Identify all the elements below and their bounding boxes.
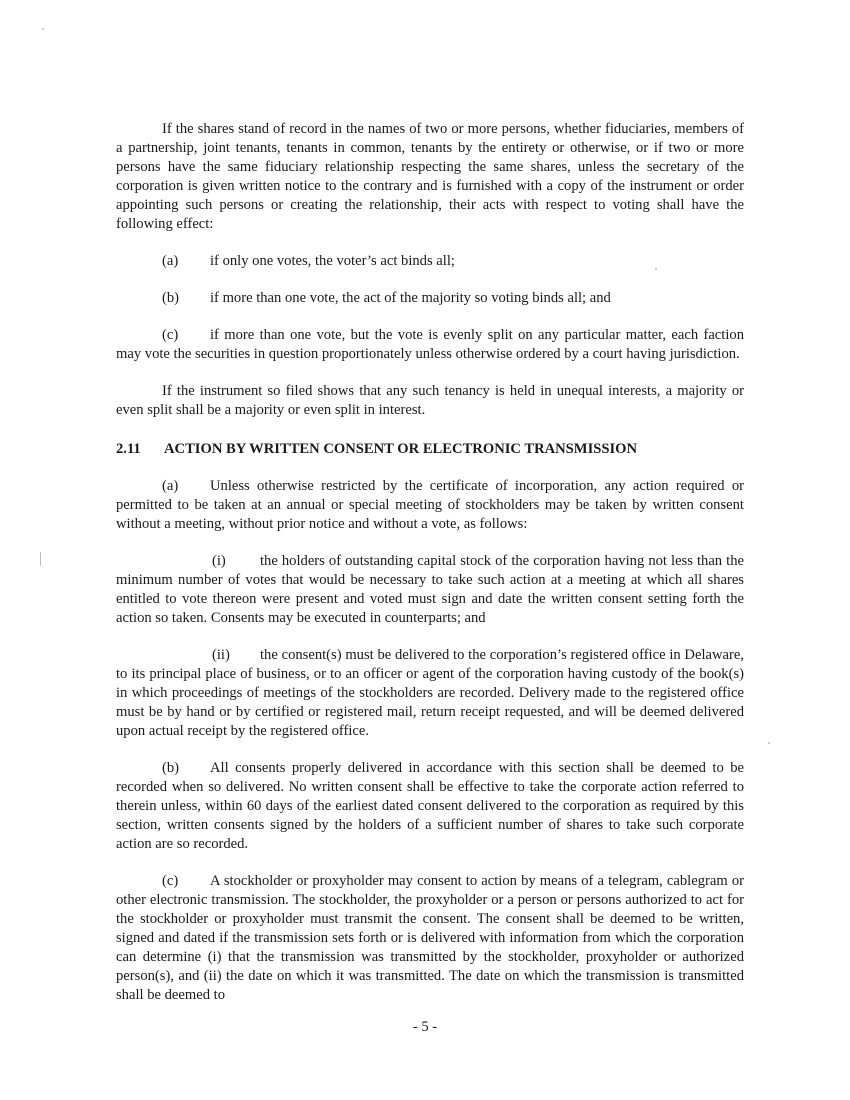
section-heading xyxy=(116,440,744,459)
clause-a-label: (a) xyxy=(162,253,179,269)
document-body xyxy=(116,120,744,1005)
consent-a xyxy=(116,477,744,534)
consent-i-text: the holders of outstanding capital stock of the corporation having not less than the minimum number of votes that would be necessary to take such action at a meeting at which all shares entitled to vote thereon were present and voted must sign and date the written consent setting forth the action so taken. Consents may be executed in counterparts; and xyxy=(116,553,744,626)
clause-b-text: if more than one vote, the act of the majority so voting binds all; and xyxy=(210,290,611,306)
scan-speck xyxy=(768,742,770,744)
scan-speck xyxy=(42,28,44,30)
consent-b-label: (b) xyxy=(162,760,180,776)
scan-speck xyxy=(40,552,41,566)
intro-paragraph: If the shares stand of record in the names of two or more persons, whether fiduciaries, members of a partnership, joint tenants, tenants in common, tenants by the entirety or otherwise, or if two or more persons have the same fiduciary relationship respecting the same shares, unless the secretary of the corporation is given written notice to the contrary and is furnished with a copy of the instrument or order appointing such persons or creating the relationship, their acts with respect to voting shall have the following effect: xyxy=(116,121,744,232)
consent-c-label: (c) xyxy=(162,873,179,889)
consent-i-label: (i) xyxy=(212,553,226,569)
section-title: ACTION BY WRITTEN CONSENT OR ELECTRONIC TRANSMISSION xyxy=(164,441,638,457)
consent-a-text: Unless otherwise restricted by the certificate of incorporation, any action required or permitted to be taken at an annual or special meeting of stockholders may be taken by written consent without a meeting, without prior notice and without a vote, as follows: xyxy=(116,478,744,532)
clause-b-label: (b) xyxy=(162,290,180,306)
consent-ii-label: (ii) xyxy=(212,647,230,663)
consent-a-label: (a) xyxy=(162,478,179,494)
consent-ii-text: the consent(s) must be delivered to the corporation’s registered office in Delaware, to its principal place of business, or to an officer or agent of the corporation having custody of the book(s) in which proceedings of meetings of the stockholders are recorded. Delivery made to the registered office must be by hand or by certified or registered mail, return receipt requested, and will be deemed delivered upon actual receipt by the registered office. xyxy=(116,647,744,739)
page-number: - 5 - xyxy=(412,1019,438,1035)
unequal-interest-paragraph: If the instrument so filed shows that any such tenancy is held in unequal interests, a majority or even split shall be a majority or even split in interest. xyxy=(116,383,744,418)
clause-a-text: if only one votes, the voter’s act binds all; xyxy=(210,253,455,269)
clause-c-label: (c) xyxy=(162,327,179,343)
consent-b-text: All consents properly delivered in accordance with this section shall be deemed to be recorded when so delivered. No written consent shall be effective to take the corporate action referred to therein unless, within 60 days of the earliest dated consent delivered to the corporation as required by this section, written consents signed by the holders of a sufficient number of shares to take such corporate action are so recorded. xyxy=(116,760,744,852)
consent-i xyxy=(116,552,744,628)
consent-ii xyxy=(116,646,744,741)
consent-b xyxy=(116,759,744,854)
consent-c xyxy=(116,872,744,1005)
consent-c-text: A stockholder or proxyholder may consent to action by means of a telegram, cablegram or other electronic transmission. The stockholder, the proxyholder or a person or persons authorized to act for the stockholder or proxyholder must transmit the consent. The consent shall be deemed to be written, signed and dated if the transmission sets forth or is delivered with information from which the corporation can determine (i) that the transmission was transmitted by the stockholder, proxyholder or authorized person(s), and (ii) the date on which it was transmitted. The date on which the transmission is transmitted shall be deemed to xyxy=(116,873,744,1003)
clause-c xyxy=(116,326,744,364)
scan-speck xyxy=(655,268,657,270)
clause-c-text: if more than one vote, but the vote is evenly split on any particular matter, each faction may vote the securities in question proportionately unless otherwise ordered by a court having jurisdiction. xyxy=(116,327,744,362)
clause-b xyxy=(116,289,744,308)
clause-a xyxy=(116,252,744,271)
section-number: 2.11 xyxy=(116,441,141,457)
